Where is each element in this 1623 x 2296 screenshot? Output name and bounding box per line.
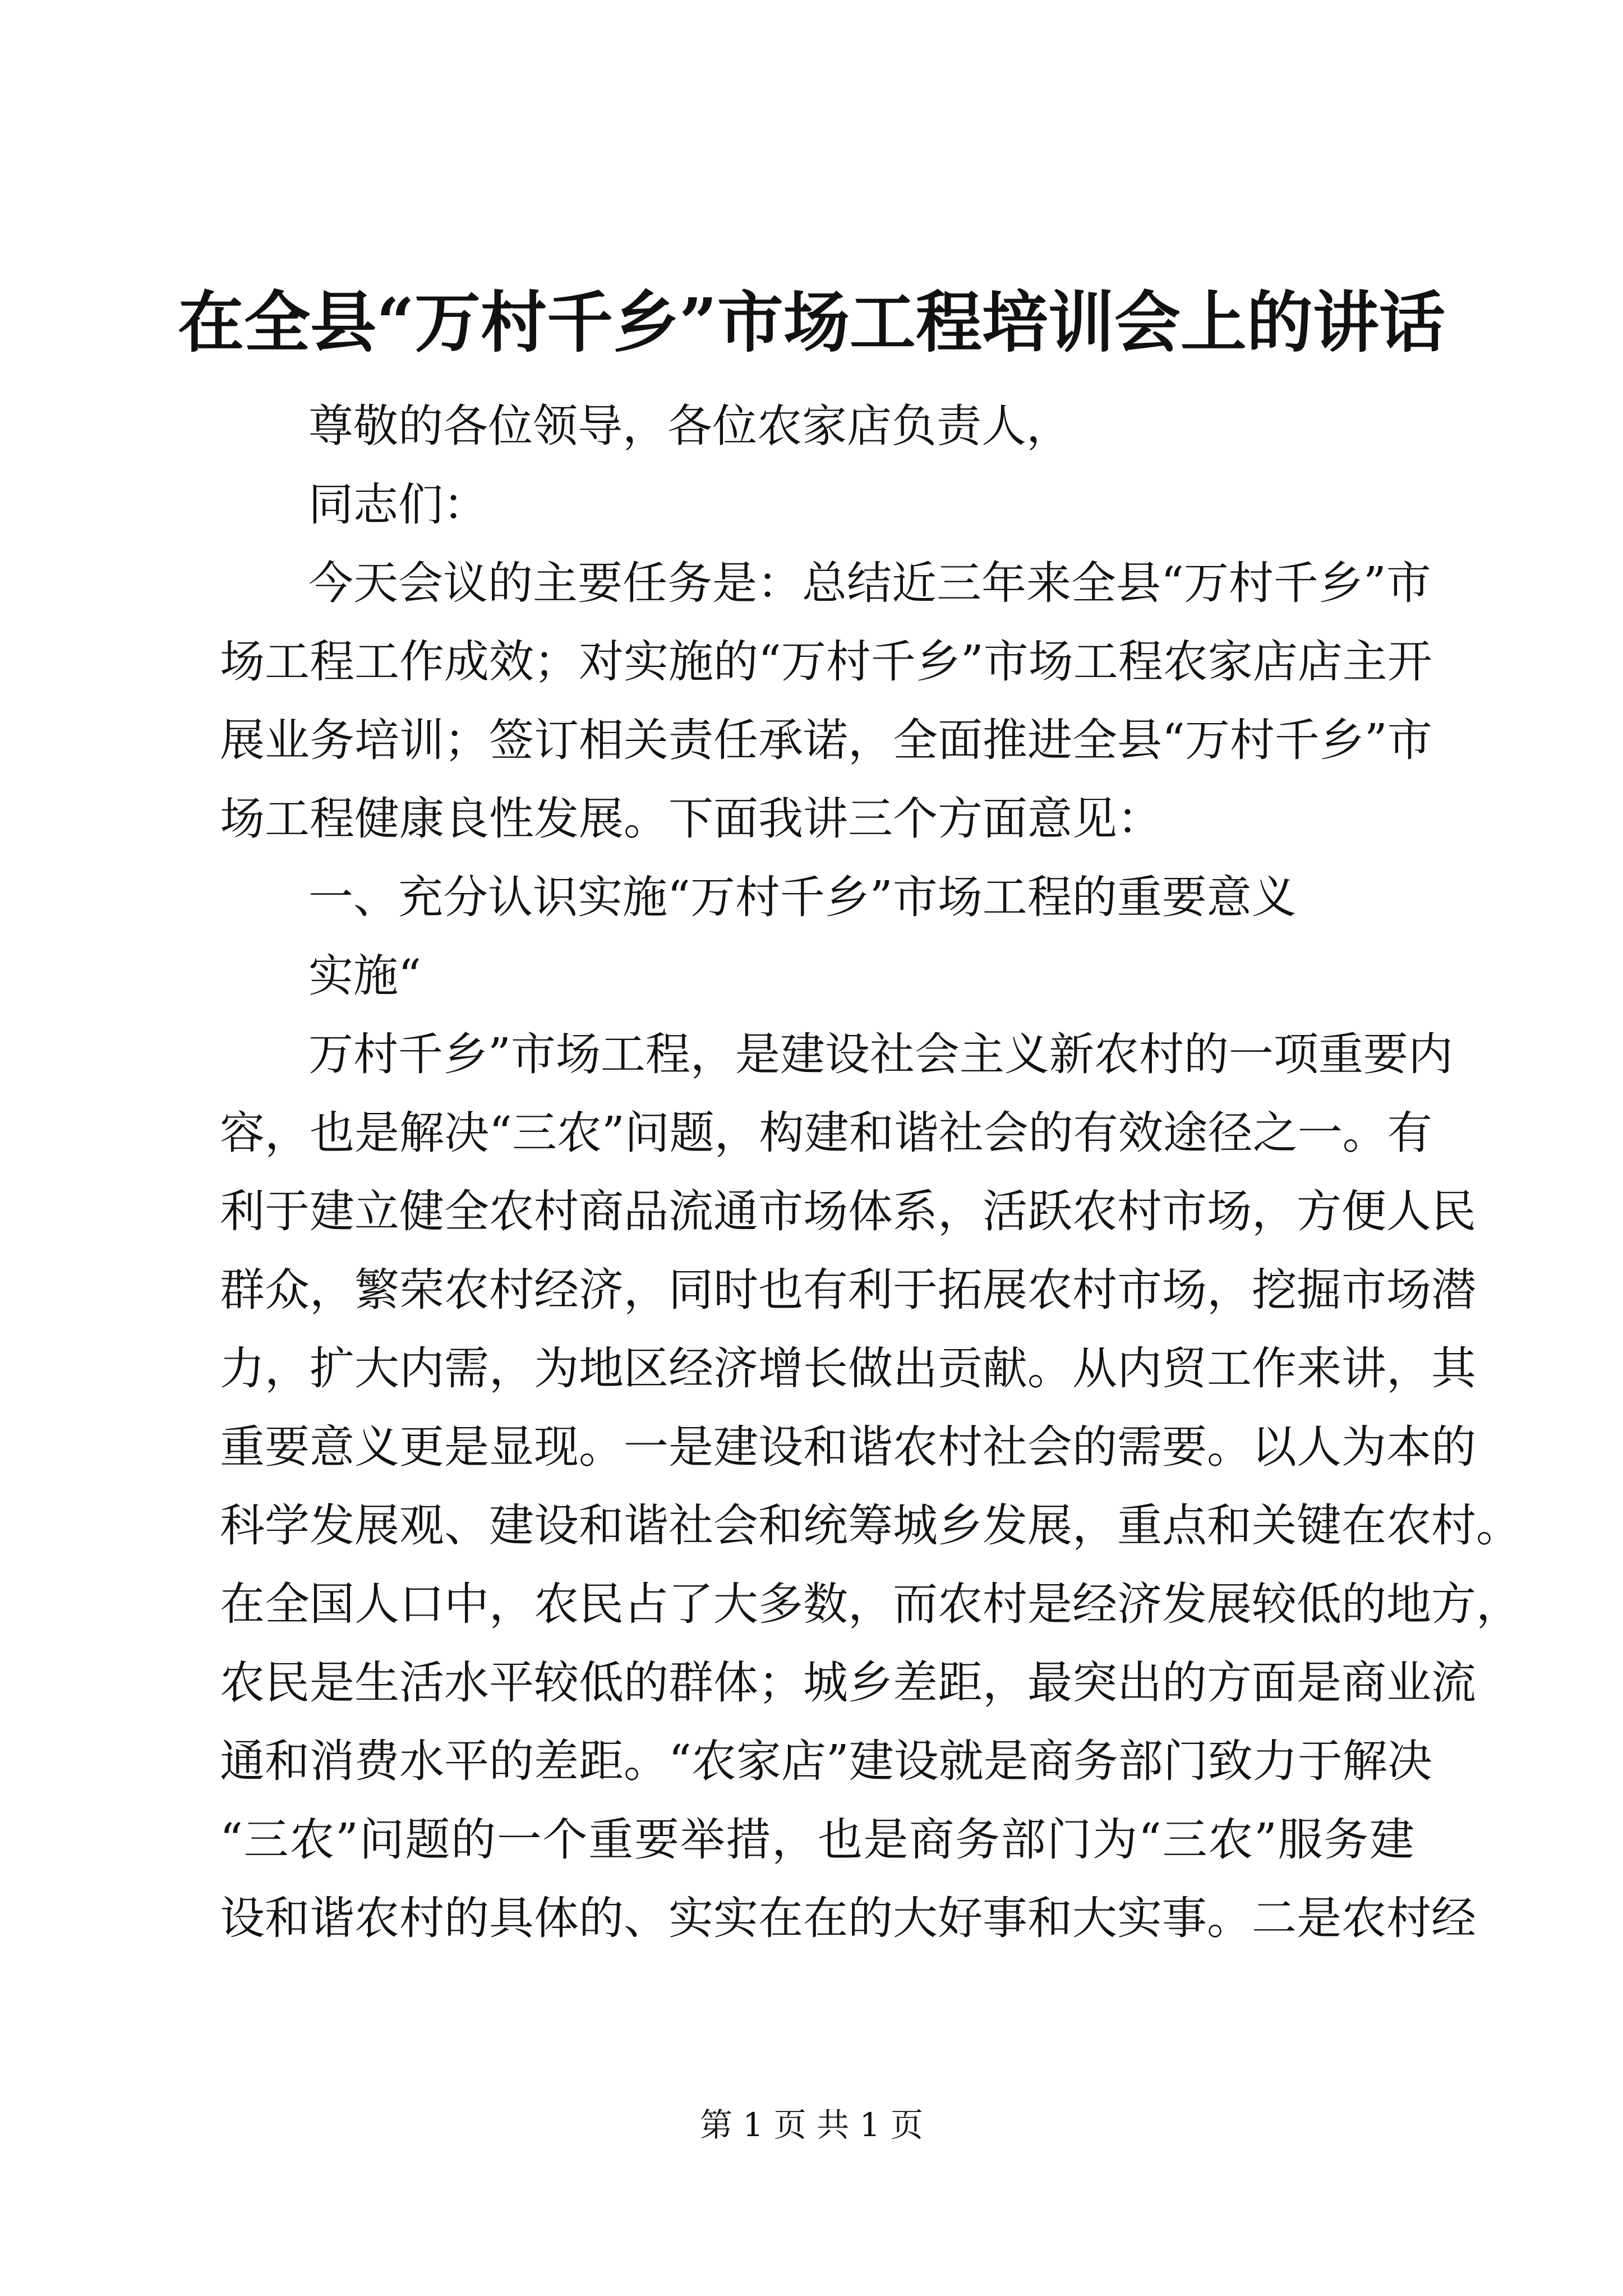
body-line: 通和消费水平的差距。“农家店”建设就是商务部门致力于解决 — [220, 1735, 1432, 1787]
section-heading: 一、充分认识实施“万村千乡”市场工程的重要意义 — [308, 871, 1297, 923]
body-line: 设和谐农村的具体的、实实在在的大好事和大实事。二是农村经 — [220, 1892, 1476, 1944]
body-line: 科学发展观、建设和谐社会和统筹城乡发展，重点和关键在农村。 — [220, 1499, 1521, 1552]
intro-line: 今天会议的主要任务是：总结近三年来全县“万村千乡”市 — [308, 557, 1431, 609]
body-line: 在全国人口中，农民占了大多数，而农村是经济发展较低的地方， — [220, 1578, 1521, 1630]
salutation: 尊敬的各位领导，各位农家店负责人， — [308, 400, 1071, 452]
document-title: 在全县“万村千乡”市场工程培训会上的讲话 — [178, 283, 1445, 361]
body-line: 农民是生活水平较低的群体；城乡差距，最突出的方面是商业流 — [220, 1657, 1476, 1709]
body-line: 群众，繁荣农村经济，同时也有利于拓展农村市场，挖掘市场潜 — [220, 1264, 1476, 1316]
body-line: 容，也是解决“三农”问题，构建和谐社会的有效途径之一。有 — [220, 1107, 1432, 1159]
intro-line: 场工程工作成效；对实施的“万村千乡”市场工程农家店店主开 — [220, 636, 1432, 688]
body-line: 万村千乡”市场工程，是建设社会主义新农村的一项重要内 — [308, 1028, 1453, 1080]
body-line: 力，扩大内需，为地区经济增长做出贡献。从内贸工作来讲，其 — [220, 1342, 1476, 1395]
body-line: “三农”问题的一个重要举措，也是商务部门为“三农”服务建 — [220, 1814, 1414, 1866]
intro-line: 场工程健康良性发展。下面我讲三个方面意见： — [220, 793, 1162, 845]
page-footer: 第 1 页 共 1 页 — [700, 2106, 923, 2144]
body-line: 利于建立健全农村商品流通市场体系，活跃农村市场，方便人民 — [220, 1185, 1476, 1237]
fragment-line: 实施“ — [308, 950, 421, 1002]
body-line: 重要意义更是显现。一是建设和谐农村社会的需要。以人为本的 — [220, 1421, 1476, 1473]
intro-line: 展业务培训；签订相关责任承诺，全面推进全县“万村千乡”市 — [220, 714, 1432, 766]
greeting: 同志们： — [308, 478, 488, 531]
